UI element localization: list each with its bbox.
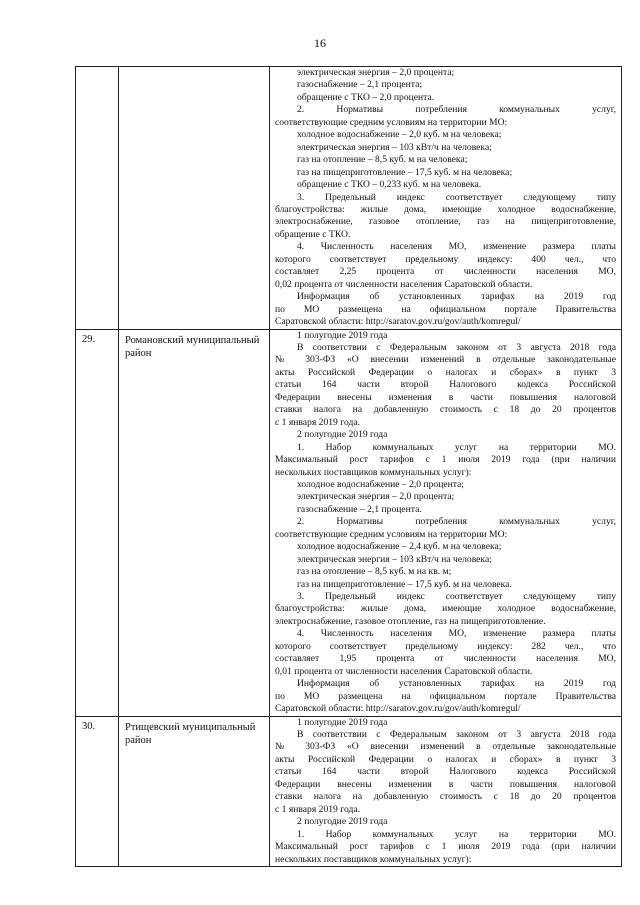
text-line: 3. Предельный индекс соответствует следующему типу [297, 191, 616, 203]
text-line: газ на отопление – 8,5 куб. м на кв. м; [297, 566, 452, 578]
text-line: статьи 164 части второй Налогового кодекса Российской [275, 766, 616, 778]
text-line: электрическая энергия – 2,0 процента; [297, 491, 455, 503]
tariff-table [75, 66, 622, 867]
text-line: которого соответствует предельному индексу: 400 чел., что [275, 253, 616, 265]
tariff-description [270, 329, 622, 716]
district-name: Ртищевский муниципальный район [119, 716, 270, 866]
text-line: 1. Набор коммунальных услуг на территории МО. [297, 441, 616, 453]
text-line: электрическая энергия – 2,0 процента; [297, 67, 455, 78]
text-line: соответствующие средним условиям на территории МО: [275, 116, 508, 128]
text-line: 1. Набор коммунальных услуг на территории МО. [297, 828, 616, 840]
text-line: нескольких поставщиков коммунальных услуг): [275, 466, 472, 478]
text-line: 2 полугодие 2019 года [297, 429, 388, 441]
text-line: которого соответствует предельному индексу: 282 чел., что [275, 640, 616, 652]
text-line: 1 полугодие 2019 года [297, 329, 388, 341]
text-line: газ на пищеприготовление – 17,5 куб. м на человека. [297, 578, 512, 590]
text-line: 2. Нормативы потребления коммунальных услуг, [297, 516, 616, 528]
district-name: Романовский муниципальный район [119, 329, 270, 716]
row-number: 29. [76, 329, 119, 716]
table-body [76, 67, 622, 867]
text-line: газоснабжение – 2,1 процента; [297, 79, 423, 91]
text-line: нескольких поставщиков коммунальных услуг): [275, 853, 472, 865]
text-line: № 303-ФЗ «О внесении изменений в отдельные законодательные [275, 741, 616, 753]
text-line: составляет 1,95 процента от численности населения МО, [275, 653, 616, 665]
text-line: электроснабжение, газовое отопление, газ на пищеприготовление, [275, 216, 616, 228]
tariff-description [270, 716, 622, 866]
row-number [76, 67, 119, 330]
text-line: ставки налога на добавленную стоимость с 18 до 20 процентов [275, 404, 616, 416]
table-row [76, 67, 622, 330]
text-line: благоустройства: жилые дома, имеющие холодное водоснабжение, [275, 603, 616, 615]
text-line: холодное водоснабжение – 2,0 куб. м на человека; [297, 129, 502, 141]
text-line: Информация об установленных тарифах на 2019 год [297, 291, 616, 303]
text-line: акты Российской Федерации о налогах и сборах» в пункт 3 [275, 366, 616, 378]
text-line: Информация об установленных тарифах на 2019 год [297, 678, 616, 690]
text-line: Максимальный рост тарифов с 1 июля 2019 года (при наличии [275, 841, 616, 853]
text-line: обращение с ТКО – 2,0 процента. [297, 91, 435, 103]
text-line: Саратовской области: http://saratov.gov.ru/gov/auth/komregul/ [275, 316, 521, 328]
text-line: Федерации внесены изменения в части повышения налоговой [275, 778, 616, 790]
text-line: 3. Предельный индекс соответствует следующему типу [297, 591, 616, 603]
text-line: 4. Численность населения МО, изменение размера платы [297, 241, 616, 253]
text-line: газ на отопление – 8,5 куб. м на человека; [297, 154, 468, 166]
table-row [76, 329, 622, 716]
text-line: 0,01 процента от численности населения Саратовской области. [275, 665, 533, 677]
text-line: Федерации внесены изменения в части повышения налоговой [275, 391, 616, 403]
text-line: акты Российской Федерации о налогах и сборах» в пункт 3 [275, 753, 616, 765]
text-line: с 1 января 2019 года. [275, 803, 361, 815]
text-line: составляет 2,25 процента от численности населения МО, [275, 266, 616, 278]
text-line: электроснабжение, газовое отопление, газ на пищеприготовление. [275, 615, 546, 627]
text-line: Саратовской области: http://saratov.gov.ru/gov/auth/komregul/ [275, 703, 521, 715]
text-line: В соответствии с Федеральным законом от 3 августа 2018 года [297, 729, 616, 741]
row-number: 30. [76, 716, 119, 866]
text-line: 2 полугодие 2019 года [297, 816, 388, 828]
text-line: газоснабжение – 2,1 процента. [297, 503, 422, 515]
text-line: холодное водоснабжение – 2,0 процента; [297, 478, 464, 490]
text-line: 0,02 процента от численности населения Саратовской области. [275, 278, 533, 290]
text-line: статьи 164 части второй Налогового кодекса Российской [275, 379, 616, 391]
page-number: 16 [314, 36, 326, 50]
text-line: по МО размещена на официальном портале Правительства [275, 690, 616, 702]
table-row [76, 716, 622, 866]
district-name [119, 67, 270, 330]
tariff-description [270, 67, 622, 330]
text-line: 2. Нормативы потребления коммунальных услуг, [297, 104, 616, 116]
text-line: газ на пищеприготовление – 17,5 куб. м на человека; [297, 166, 513, 178]
text-line: электрическая энергия – 103 кВт/ч на человека; [297, 141, 492, 153]
text-line: 1 полугодие 2019 года [297, 716, 388, 728]
text-line: обращение с ТКО – 0,233 куб. м на человека. [297, 179, 482, 191]
text-line: обращение с ТКО. [275, 228, 351, 240]
text-line: по МО размещена на официальном портале Правительства [275, 303, 616, 315]
text-line: благоустройства: жилые дома, имеющие холодное водоснабжение, [275, 203, 616, 215]
text-line: холодное водоснабжение – 2,4 куб. м на человека; [297, 541, 502, 553]
text-line: ставки налога на добавленную стоимость с 18 до 20 процентов [275, 791, 616, 803]
text-line: Максимальный рост тарифов с 1 июля 2019 года (при наличии [275, 454, 616, 466]
text-line: В соответствии с Федеральным законом от 3 августа 2018 года [297, 341, 616, 353]
text-line: соответствующие средним условиям на территории МО: [275, 528, 508, 540]
text-line: 4. Численность населения МО, изменение размера платы [297, 628, 616, 640]
text-line: № 303-ФЗ «О внесении изменений в отдельные законодательные [275, 354, 616, 366]
text-line: с 1 января 2019 года. [275, 416, 361, 428]
text-line: электрическая энергия – 103 кВт/ч на человека; [297, 553, 492, 565]
